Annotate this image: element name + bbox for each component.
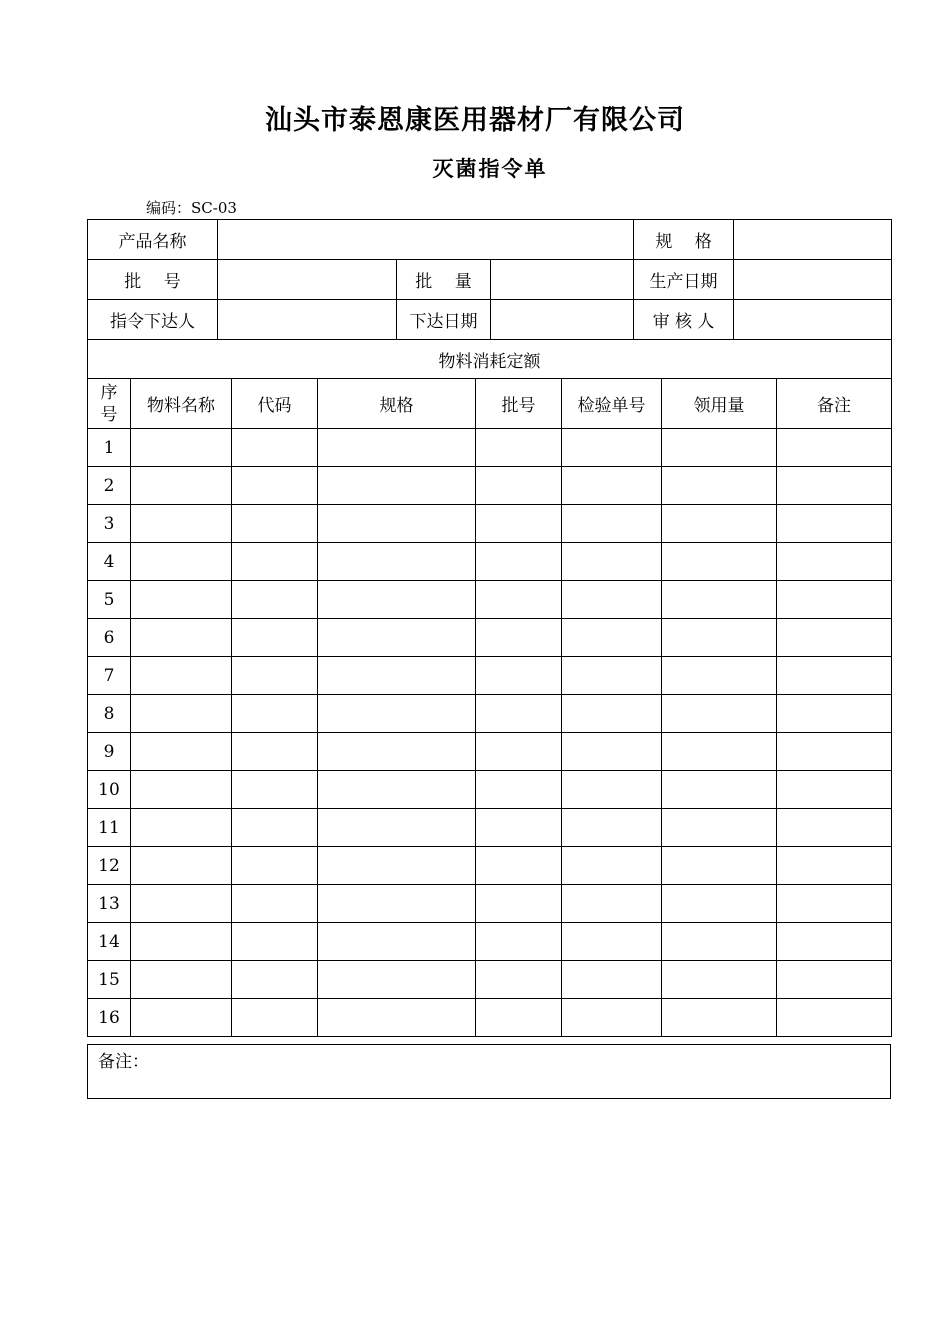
row-number: 9: [88, 733, 131, 771]
company-title: 汕头市泰恩康医用器材厂有限公司: [265, 105, 685, 136]
batch-cell[interactable]: [476, 581, 562, 619]
spec-field[interactable]: [734, 220, 892, 260]
quantity-cell[interactable]: [662, 847, 777, 885]
remarks-field[interactable]: [88, 1045, 891, 1099]
row-number: 14: [88, 923, 131, 961]
code-cell[interactable]: [232, 505, 318, 543]
spec-cell[interactable]: [318, 619, 476, 657]
batch-qty-label: 批 量: [397, 260, 491, 300]
row-number: 13: [88, 885, 131, 923]
spec-label: 规 格: [634, 220, 734, 260]
table-row: [88, 847, 892, 885]
code-cell[interactable]: [232, 695, 318, 733]
table-row: [88, 695, 892, 733]
spec-cell[interactable]: [318, 467, 476, 505]
inspection-no-cell[interactable]: [562, 961, 662, 999]
material-name-cell[interactable]: [131, 733, 232, 771]
row-number: 8: [88, 695, 131, 733]
spec-cell[interactable]: [318, 923, 476, 961]
remark-cell[interactable]: [777, 467, 892, 505]
batch-cell[interactable]: [476, 543, 562, 581]
row-number: 15: [88, 961, 131, 999]
quantity-cell[interactable]: [662, 505, 777, 543]
spec-cell[interactable]: [318, 999, 476, 1037]
quantity-cell[interactable]: [662, 885, 777, 923]
remark-cell[interactable]: [777, 999, 892, 1037]
prod-date-field[interactable]: [734, 260, 892, 300]
form-title: 灭菌指令单: [432, 157, 548, 181]
code-cell[interactable]: [232, 467, 318, 505]
batch-cell[interactable]: [476, 657, 562, 695]
remark-cell[interactable]: [777, 771, 892, 809]
table-row: [88, 771, 892, 809]
table-row: [88, 809, 892, 847]
header-remark: 备注: [777, 379, 892, 429]
spec-cell[interactable]: [318, 695, 476, 733]
row-number: 1: [88, 429, 131, 467]
code-cell[interactable]: [232, 923, 318, 961]
batch-cell[interactable]: [476, 771, 562, 809]
inspection-no-cell[interactable]: [562, 695, 662, 733]
spec-cell[interactable]: [318, 581, 476, 619]
remark-cell[interactable]: [777, 847, 892, 885]
code-cell[interactable]: [232, 657, 318, 695]
table-row: [88, 885, 892, 923]
quantity-cell[interactable]: [662, 467, 777, 505]
material-name-cell[interactable]: [131, 809, 232, 847]
inspection-no-cell[interactable]: [562, 809, 662, 847]
remarks-table: [87, 1044, 891, 1099]
inspection-no-cell[interactable]: [562, 619, 662, 657]
issuer-field[interactable]: [218, 300, 397, 340]
batch-cell[interactable]: [476, 923, 562, 961]
table-row: [88, 581, 892, 619]
batch-no-label: 批 号: [88, 260, 218, 300]
info-row-issuer: [88, 300, 892, 340]
inspection-no-cell[interactable]: [562, 581, 662, 619]
reviewer-label: 审 核 人: [634, 300, 734, 340]
material-name-cell[interactable]: [131, 657, 232, 695]
header-code: 代码: [232, 379, 318, 429]
row-number: 16: [88, 999, 131, 1037]
inspection-no-cell[interactable]: [562, 847, 662, 885]
table-row: [88, 429, 892, 467]
inspection-no-cell[interactable]: [562, 657, 662, 695]
batch-qty-field[interactable]: [491, 260, 634, 300]
spec-cell[interactable]: [318, 885, 476, 923]
issue-date-label: 下达日期: [397, 300, 491, 340]
batch-cell[interactable]: [476, 999, 562, 1037]
code-cell[interactable]: [232, 771, 318, 809]
table-row: [88, 961, 892, 999]
row-number: 11: [88, 809, 131, 847]
batch-cell[interactable]: [476, 847, 562, 885]
spec-cell[interactable]: [318, 809, 476, 847]
quantity-cell[interactable]: [662, 809, 777, 847]
code-cell[interactable]: [232, 429, 318, 467]
table-row: [88, 657, 892, 695]
inspection-no-cell[interactable]: [562, 467, 662, 505]
remark-cell[interactable]: [777, 809, 892, 847]
spec-cell[interactable]: [318, 771, 476, 809]
spec-cell[interactable]: [318, 961, 476, 999]
material-name-cell[interactable]: [131, 543, 232, 581]
table-row: [88, 505, 892, 543]
reviewer-field[interactable]: [734, 300, 892, 340]
inspection-no-cell[interactable]: [562, 505, 662, 543]
quantity-cell[interactable]: [662, 695, 777, 733]
header-material-name: 物料名称: [131, 379, 232, 429]
inspection-no-cell[interactable]: [562, 999, 662, 1037]
inspection-no-cell[interactable]: [562, 733, 662, 771]
batch-cell[interactable]: [476, 961, 562, 999]
remarks-label: 备注：: [98, 1052, 149, 1072]
row-number: 6: [88, 619, 131, 657]
header-inspection-no: 检验单号: [562, 379, 662, 429]
table-row: [88, 619, 892, 657]
batch-cell[interactable]: [476, 505, 562, 543]
remark-cell[interactable]: [777, 885, 892, 923]
remark-cell[interactable]: [777, 733, 892, 771]
batch-cell[interactable]: [476, 733, 562, 771]
material-name-cell[interactable]: [131, 961, 232, 999]
batch-cell[interactable]: [476, 885, 562, 923]
product-name-label: 产品名称: [88, 220, 218, 260]
material-name-cell[interactable]: [131, 847, 232, 885]
material-name-cell[interactable]: [131, 771, 232, 809]
remark-cell[interactable]: [777, 923, 892, 961]
spec-cell[interactable]: [318, 543, 476, 581]
header-seq: [88, 379, 131, 429]
material-name-cell[interactable]: [131, 999, 232, 1037]
quantity-cell[interactable]: [662, 543, 777, 581]
inspection-no-cell[interactable]: [562, 885, 662, 923]
code-cell[interactable]: [232, 581, 318, 619]
product-name-field[interactable]: [218, 220, 634, 260]
material-name-cell[interactable]: [131, 619, 232, 657]
remark-cell[interactable]: [777, 695, 892, 733]
batch-cell[interactable]: [476, 695, 562, 733]
remark-cell[interactable]: [777, 619, 892, 657]
info-table: [87, 219, 892, 340]
remarks-row: [88, 1045, 891, 1099]
row-number: 7: [88, 657, 131, 695]
quantity-cell[interactable]: [662, 657, 777, 695]
quantity-cell[interactable]: [662, 429, 777, 467]
batch-no-field[interactable]: [218, 260, 397, 300]
materials-body: [88, 429, 892, 1037]
quantity-cell[interactable]: [662, 619, 777, 657]
remark-cell[interactable]: [777, 505, 892, 543]
header-spec: 规格: [318, 379, 476, 429]
inspection-no-cell[interactable]: [562, 429, 662, 467]
material-name-cell[interactable]: [131, 695, 232, 733]
materials-table: [87, 339, 892, 1037]
row-number: 12: [88, 847, 131, 885]
table-row: [88, 467, 892, 505]
row-number: 10: [88, 771, 131, 809]
code-cell[interactable]: [232, 733, 318, 771]
code-cell[interactable]: [232, 809, 318, 847]
batch-cell[interactable]: [476, 467, 562, 505]
remark-cell[interactable]: [777, 581, 892, 619]
code-cell[interactable]: [232, 885, 318, 923]
quantity-cell[interactable]: [662, 923, 777, 961]
row-number: 3: [88, 505, 131, 543]
remark-cell[interactable]: [777, 543, 892, 581]
material-name-cell[interactable]: [131, 505, 232, 543]
header-seq-line2: 号: [100, 404, 118, 425]
form-code: 编码：SC-03: [146, 199, 237, 217]
issuer-label: 指令下达人: [88, 300, 218, 340]
header-quantity: 领用量: [662, 379, 777, 429]
material-name-cell[interactable]: [131, 923, 232, 961]
material-name-cell[interactable]: [131, 467, 232, 505]
quantity-cell[interactable]: [662, 581, 777, 619]
info-row-product: [88, 220, 892, 260]
code-cell[interactable]: [232, 543, 318, 581]
code-cell[interactable]: [232, 619, 318, 657]
material-name-cell[interactable]: [131, 885, 232, 923]
code-cell[interactable]: [232, 847, 318, 885]
table-row: [88, 999, 892, 1037]
remark-cell[interactable]: [777, 429, 892, 467]
prod-date-label: 生产日期: [634, 260, 734, 300]
spec-cell[interactable]: [318, 733, 476, 771]
code-cell[interactable]: [232, 999, 318, 1037]
batch-cell[interactable]: [476, 619, 562, 657]
table-row: [88, 733, 892, 771]
spec-cell[interactable]: [318, 847, 476, 885]
info-row-batch: [88, 260, 892, 300]
row-number: 2: [88, 467, 131, 505]
quantity-cell[interactable]: [662, 999, 777, 1037]
table-row: [88, 543, 892, 581]
header-seq-line1: 序: [100, 382, 118, 403]
spec-cell[interactable]: [318, 657, 476, 695]
header-batch: 批号: [476, 379, 562, 429]
row-number: 4: [88, 543, 131, 581]
remark-cell[interactable]: [777, 961, 892, 999]
quantity-cell[interactable]: [662, 961, 777, 999]
code-cell[interactable]: [232, 961, 318, 999]
materials-header-row: [88, 379, 892, 429]
inspection-no-cell[interactable]: [562, 923, 662, 961]
materials-section-title: 物料消耗定额: [88, 340, 892, 379]
batch-cell[interactable]: [476, 809, 562, 847]
batch-cell[interactable]: [476, 429, 562, 467]
materials-section-row: [88, 340, 892, 379]
table-row: [88, 923, 892, 961]
material-name-cell[interactable]: [131, 429, 232, 467]
row-number: 5: [88, 581, 131, 619]
inspection-no-cell[interactable]: [562, 543, 662, 581]
quantity-cell[interactable]: [662, 733, 777, 771]
inspection-no-cell[interactable]: [562, 771, 662, 809]
quantity-cell[interactable]: [662, 771, 777, 809]
issue-date-field[interactable]: [491, 300, 634, 340]
spec-cell[interactable]: [318, 505, 476, 543]
material-name-cell[interactable]: [131, 581, 232, 619]
remark-cell[interactable]: [777, 657, 892, 695]
spec-cell[interactable]: [318, 429, 476, 467]
